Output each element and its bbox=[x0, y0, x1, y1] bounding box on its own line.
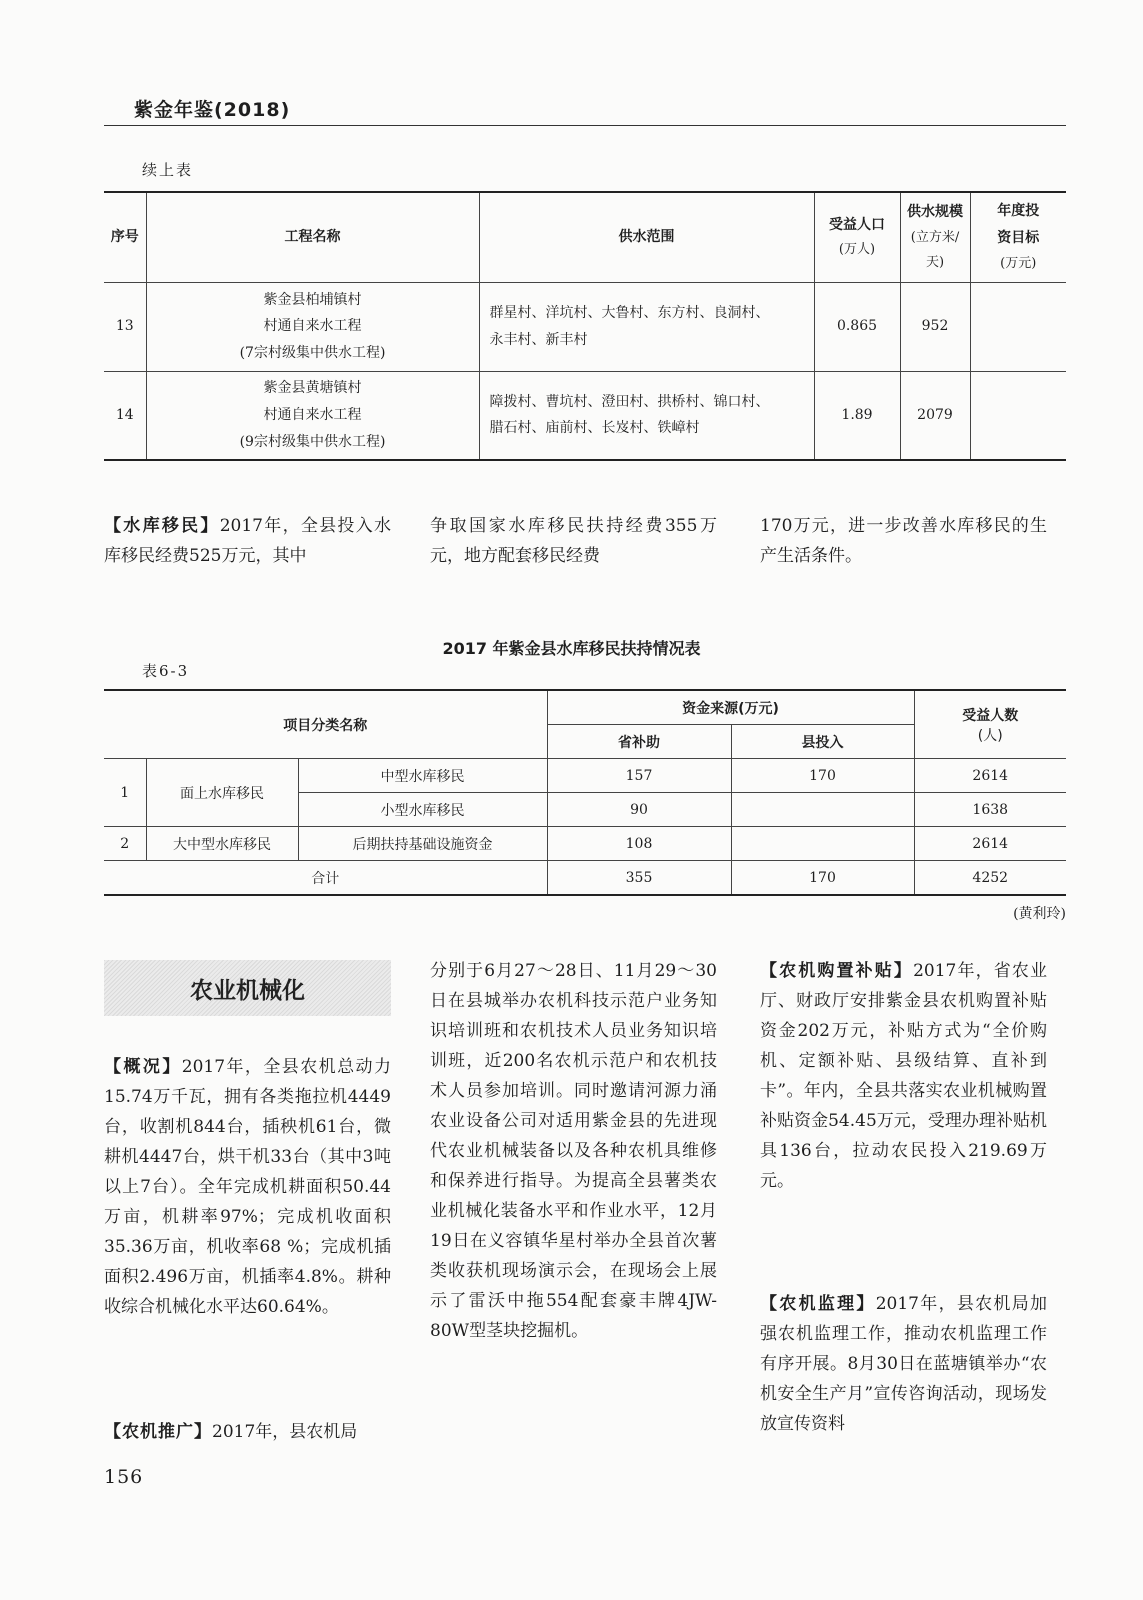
table-row bbox=[104, 827, 1066, 861]
cell-seq: 13 bbox=[104, 282, 146, 371]
supervision-label: 【农机监理】 bbox=[760, 1294, 876, 1314]
cell-project-name bbox=[146, 371, 479, 460]
cell-county bbox=[731, 793, 914, 827]
header-county: 县投入 bbox=[731, 725, 914, 759]
author-signature: (黄利玲) bbox=[1013, 906, 1066, 922]
cell-beneficiaries: 2614 bbox=[914, 827, 1066, 861]
header-invest-unit: (万元) bbox=[1000, 255, 1037, 271]
table-row bbox=[104, 371, 1066, 460]
supervision-text: 2017年，县农机局加强农机监理工作，推动农机监理工作有序开展。8月30日在蓝塘镇举办“农机安全生产月”宣传咨询活动，现场发放宣传资料 bbox=[760, 1294, 1048, 1434]
header-investment bbox=[970, 192, 1066, 282]
cell-supply-scale: 2079 bbox=[900, 371, 970, 460]
header-beneficiaries-unit: (人) bbox=[977, 727, 1003, 744]
reservoir-text-part1: 2017年，全县投入水库移民经费525万元，其中 bbox=[104, 516, 392, 566]
cell-county: 170 bbox=[731, 759, 914, 793]
supply-scope-line: 群星村、洋坑村、大鲁村、东方村、良洞村、 bbox=[489, 304, 770, 321]
promotion-label: 【农机推广】 bbox=[104, 1422, 212, 1442]
cell-group: 大中型水库移民 bbox=[146, 827, 298, 861]
header-seq: 序号 bbox=[104, 192, 146, 282]
cell-total-beneficiaries: 4252 bbox=[914, 861, 1066, 896]
header-provincial: 省补助 bbox=[547, 725, 731, 759]
project-name-line: 紫金县柏埔镇村 bbox=[263, 291, 362, 308]
cell-item: 后期扶持基础设施资金 bbox=[298, 827, 547, 861]
running-head: 紫金年鉴(2018) bbox=[134, 99, 291, 121]
table-total-row bbox=[104, 861, 1066, 896]
cell-provincial: 90 bbox=[547, 793, 731, 827]
cell-population: 0.865 bbox=[814, 282, 900, 371]
cell-provincial: 108 bbox=[547, 827, 731, 861]
cell-item: 中型水库移民 bbox=[298, 759, 547, 793]
cell-investment bbox=[970, 371, 1066, 460]
cell-investment bbox=[970, 282, 1066, 371]
table2-title: 2017 年紫金县水库移民扶持情况表 bbox=[442, 639, 701, 658]
cell-supply-scale: 952 bbox=[900, 282, 970, 371]
header-beneficiaries-label: 受益人数 bbox=[962, 707, 1019, 724]
supply-scope-line: 腊石村、庙前村、长岌村、铁嶂村 bbox=[489, 420, 700, 437]
project-name-line: 村通自来水工程 bbox=[263, 406, 362, 423]
project-name-line: (7宗村级集中供水工程) bbox=[239, 344, 386, 361]
reservoir-support-table bbox=[104, 689, 1066, 896]
cell-item: 小型水库移民 bbox=[298, 793, 547, 827]
header-population bbox=[814, 192, 900, 282]
overview-text: 2017年，全县农机总动力15.74万千瓦，拥有各类拖拉机4449台，收割机844台，插秧机61台，微耕机4447台，烘干机33台（其中3吨以上7台）。全年完成机耕面积50.44万亩，机耕率97%；完成机收面积35.36万亩，机收率68 %；完成机插面积2.496万亩，机插率4.8%。耕种收综合机械化水平达60.64%。 bbox=[104, 1057, 391, 1317]
cell-seq: 2 bbox=[104, 827, 146, 861]
reservoir-label: 【水库移民】 bbox=[104, 516, 220, 536]
subsidy-paragraph bbox=[760, 956, 1047, 1196]
header-supply-scale bbox=[900, 192, 970, 282]
header-rule bbox=[104, 125, 1066, 126]
header-supply-scope: 供水范围 bbox=[479, 192, 814, 282]
cell-beneficiaries: 1638 bbox=[914, 793, 1066, 827]
subsidy-label: 【农机购置补贴】 bbox=[760, 961, 914, 981]
header-invest-1: 年度投 bbox=[997, 203, 1040, 220]
reservoir-text-col3: 170万元，进一步改善水库移民的生产生活条件。 bbox=[760, 516, 1047, 566]
cell-supply-scope bbox=[479, 282, 814, 371]
reservoir-text-col1 bbox=[104, 511, 391, 571]
cell-provincial: 157 bbox=[547, 759, 731, 793]
table-continued-note: 续上表 bbox=[142, 161, 194, 179]
header-scale-unit-2: 天) bbox=[925, 254, 945, 270]
supply-scope-line: 永丰村、新丰村 bbox=[489, 331, 588, 348]
header-project-name: 工程名称 bbox=[146, 192, 479, 282]
project-name-line: 紫金县黄塘镇村 bbox=[263, 380, 362, 397]
cell-population: 1.89 bbox=[814, 371, 900, 460]
cell-total-county: 170 bbox=[731, 861, 914, 896]
table2-number: 表6-3 bbox=[142, 662, 190, 680]
header-population-unit: (万人) bbox=[838, 242, 876, 258]
section-title: 农业机械化 bbox=[190, 977, 305, 1004]
table-row bbox=[104, 759, 1066, 793]
cell-seq: 1 bbox=[104, 759, 146, 827]
project-name-line: 村通自来水工程 bbox=[263, 318, 362, 335]
cell-project-name bbox=[146, 282, 479, 371]
water-supply-table bbox=[104, 191, 1066, 461]
cell-supply-scope bbox=[479, 371, 814, 460]
cell-total-label: 合计 bbox=[104, 861, 547, 896]
overview-paragraph bbox=[104, 1052, 391, 1322]
supply-scope-line: 障拨村、曹坑村、澄田村、拱桥村、锦口村、 bbox=[489, 393, 770, 410]
table-row bbox=[104, 282, 1066, 371]
supervision-paragraph bbox=[760, 1289, 1047, 1439]
project-name-line: (9宗村级集中供水工程) bbox=[239, 433, 386, 450]
header-funding-source: 资金来源(万元) bbox=[547, 690, 914, 725]
cell-group: 面上水库移民 bbox=[146, 759, 298, 827]
header-beneficiaries bbox=[914, 690, 1066, 759]
section-heading bbox=[104, 960, 391, 1016]
promotion-paragraph-cont: 分别于6月27～28日、11月29～30日在县城举办农机科技示范户业务知识培训班和农机技术人员业务知识培训班，近200名农机示范户和农机技术人员参加培训。同时邀请河源力涌农业设备公司对适用紫金县的先进现代农业机械装备以及各种农机具维修和保养进行指导。为提高全县薯类农业机械化装备水平和作业水平，12月19日在义容镇华星村举办全县首次薯类收获机现场演示会，在现场会上展示了雷沃中拖554配套豪丰牌4JW-80W型茎块挖掘机。 bbox=[430, 961, 717, 1341]
cell-county bbox=[731, 827, 914, 861]
promotion-text-start: 2017年，县农机局 bbox=[212, 1422, 358, 1442]
header-scale-unit-1: (立方米/ bbox=[910, 229, 960, 245]
header-invest-2: 资目标 bbox=[997, 229, 1040, 246]
header-scale-label: 供水规模 bbox=[907, 204, 963, 221]
cell-total-provincial: 355 bbox=[547, 861, 731, 896]
page-number: 156 bbox=[104, 1466, 144, 1488]
cell-seq: 14 bbox=[104, 371, 146, 460]
promotion-paragraph-start bbox=[104, 1417, 391, 1447]
reservoir-text-col2: 争取国家水库移民扶持经费355万元，地方配套移民经费 bbox=[430, 516, 717, 566]
header-population-label: 受益人口 bbox=[829, 216, 885, 233]
cell-beneficiaries: 2614 bbox=[914, 759, 1066, 793]
header-category: 项目分类名称 bbox=[104, 690, 547, 759]
overview-label: 【概况】 bbox=[104, 1057, 182, 1077]
subsidy-text: 2017年，省农业厅、财政厅安排紫金县农机购置补贴资金202万元，补贴方式为“全价购机、定额补贴、县级结算、直补到卡”。年内，全县共落实农业机械购置补贴资金54.45万元，受理办理补贴机具136台，拉动农民投入219.69万元。 bbox=[760, 961, 1048, 1191]
